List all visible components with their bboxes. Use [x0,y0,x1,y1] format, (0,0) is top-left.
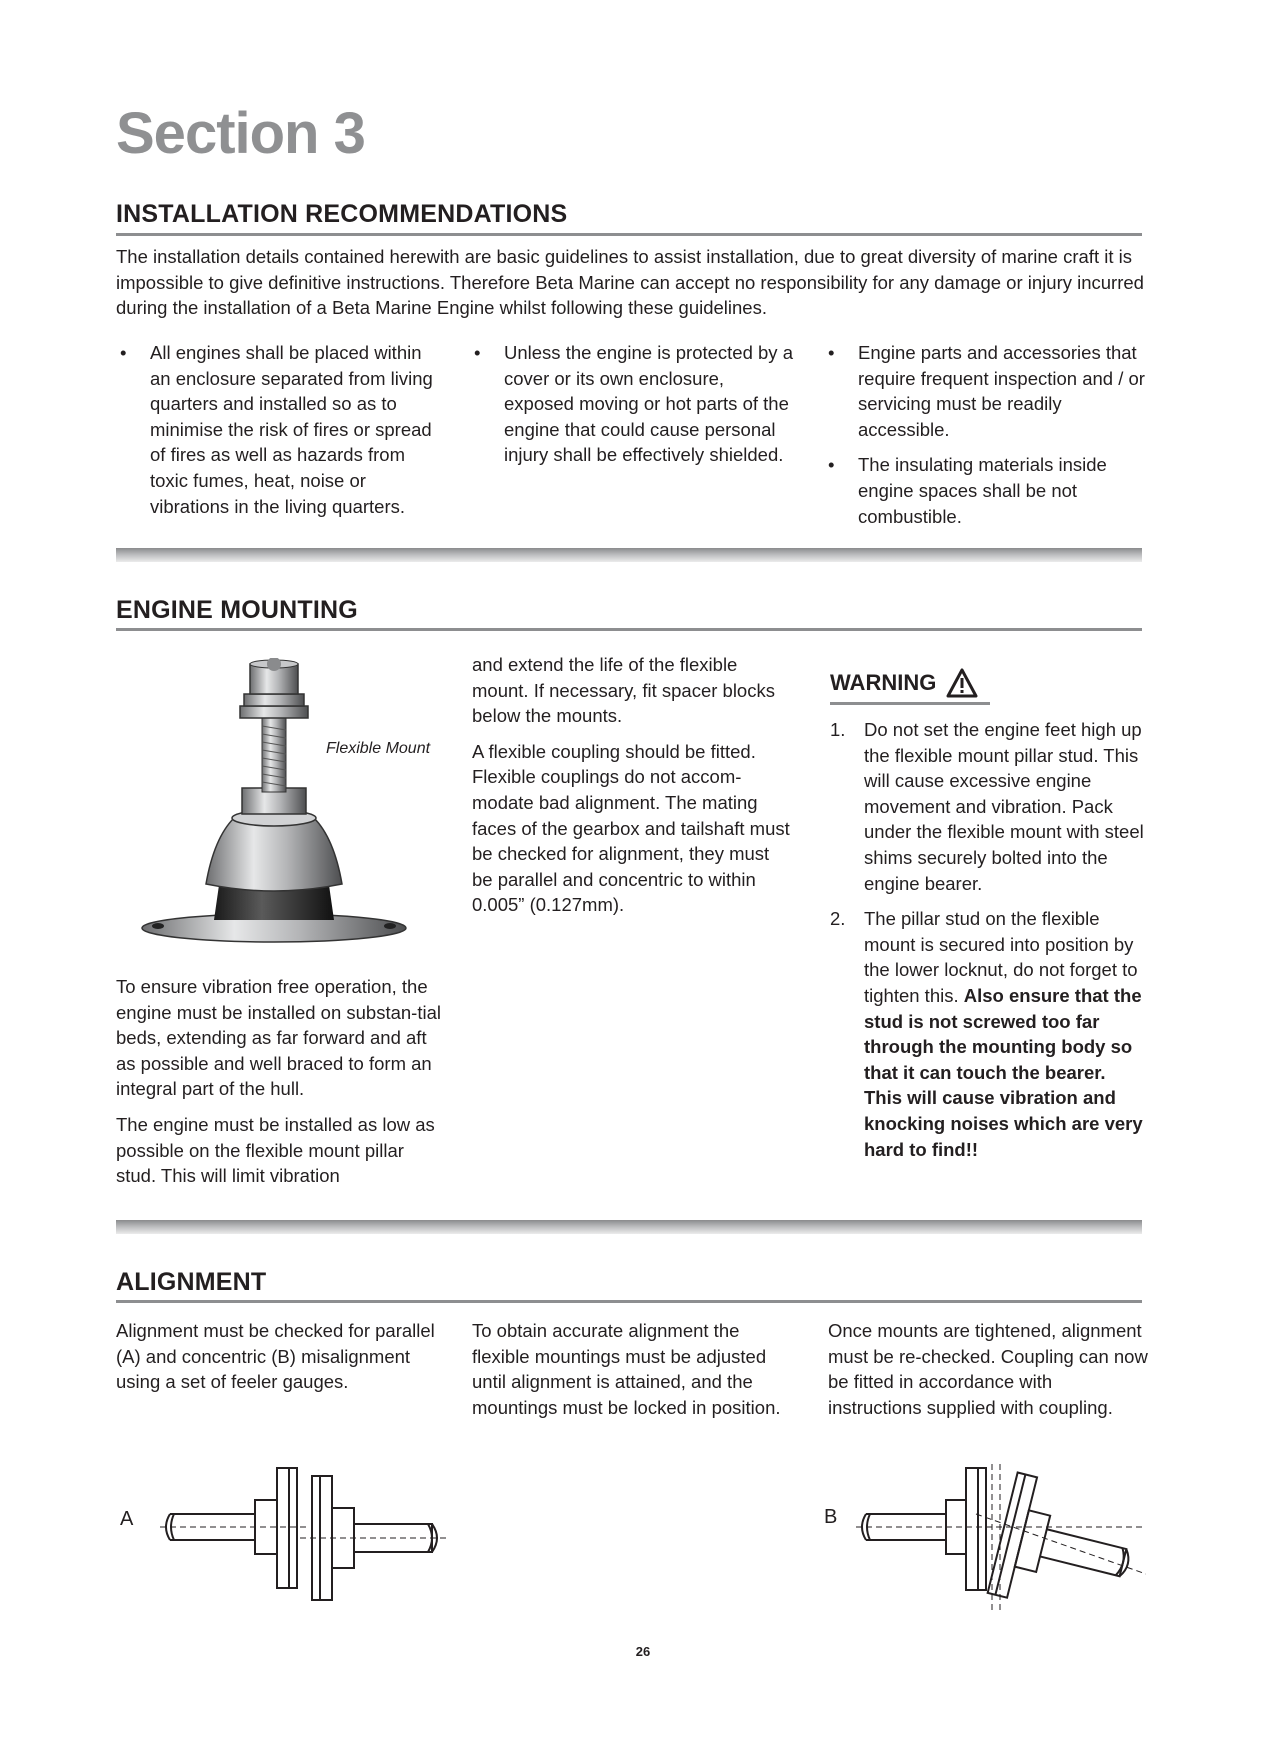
warning-item [830,906,1148,1162]
engine-mounting-col-1 [116,974,446,1199]
section-divider-1 [116,548,1142,562]
warning-item-number: 2. [830,908,846,930]
parallel-misalignment-diagram [160,1462,450,1602]
page-number: 26 [635,1644,651,1659]
alignment-heading: ALIGNMENT [116,1268,267,1296]
engine-mounting-col-2 [472,652,792,928]
paragraph: To ensure vibration free operation, the engine must be installed on substan-tial beds, extending as far forward and aft as possible and well braced to form an integral part of the hull. [116,976,441,1100]
diagram-a-label: A [120,1508,134,1530]
bullet-text: All engines shall be placed within an enclosure separated from living quarters and installed so as to minimise the risk of fires or spread of fires as well as hazards from toxic fumes, heat, noise or vibrations in the living quarters. [150,342,433,517]
concentric-misalignment-diagram [856,1462,1146,1612]
bullet-symbol: • [120,342,127,363]
bullet-text: Engine parts and accessories that require frequent inspection and / or servicing must be readily accessible. [858,342,1145,440]
warning-item [830,717,1148,896]
warning-item-emphasis: Also ensure that the stud is not screwed too far through the mounting body so that it can touch the bearer. This will cause vibration and knocking noises which are very hard to find!! [864,984,1143,1160]
warning-heading [830,668,990,705]
warning-box [830,668,1148,1172]
bullet-item [824,452,1150,529]
bullet-symbol: • [828,454,835,476]
warning-item-number: 1. [830,719,846,740]
page-title: Section 3 [116,101,365,166]
bullet-item [470,340,796,468]
warning-item-text: The pillar stud on the flexible mount is secured into position by the lower locknut, do not forget to tighten this. [864,908,1138,1006]
bullet-symbol: • [828,342,835,363]
flexible-mount-caption: Flexible Mount [326,740,431,757]
installation-col-2 [470,340,796,478]
paragraph: A flexible coupling should be fitted. Flexible couplings do not accom-modate bad alignment. The mating faces of the gearbox and tailshaft must be checked for alignment, they must be parallel and concentric to within 0.005” (0.127mm). [472,740,790,916]
installation-heading-rule [116,233,1142,236]
bullet-text: Unless the engine is protected by a cover or its own enclosure, exposed moving or hot parts of the engine that could cause personal injury shall be effectively shielded. [504,342,793,466]
bullet-item [116,340,438,519]
warning-title: WARNING [830,670,937,696]
engine-mounting-heading-rule [116,628,1142,631]
alignment-col-3: Once mounts are tightened, alignment must be re-checked. Coupling can now be fitted in accordance with instructions supplied with coupling. [828,1320,1148,1418]
alignment-col-1: Alignment must be checked for parallel (A) and concentric (B) misalignment using a set of feeler gauges. [116,1320,435,1393]
bullet-text: The insulating materials inside engine spaces shall be not combustible. [858,454,1107,527]
bullet-symbol: • [474,342,481,363]
installation-heading: INSTALLATION RECOMMENDATIONS [116,200,568,228]
warning-triangle-icon [946,668,978,698]
flexible-mount-illustration [138,658,408,958]
alignment-col-2: To obtain accurate alignment the flexible mountings must be adjusted until alignment is attained, and the mountings must be locked in position. [472,1320,781,1418]
alignment-heading-rule [116,1300,1142,1303]
bullet-item [824,340,1150,442]
section-divider-2 [116,1220,1142,1234]
diagram-b-label: B [824,1506,838,1528]
installation-col-3 [824,340,1150,539]
paragraph: and extend the life of the flexible mount. If necessary, fit spacer blocks below the mounts. [472,654,775,727]
paragraph: The engine must be installed as low as possible on the flexible mount pillar stud. This will limit vibration [116,1113,435,1187]
installation-intro: The installation details contained herewith are basic guidelines to assist installation, due to great diversity of marine craft it is impossible to give definitive instructions. Therefore Beta Marine can accept no responsibility for any damage or injury incurred during the installation of a Beta Marine Engine whilst following these guidelines. [116,246,1144,319]
installation-col-1 [116,340,438,529]
warning-item-text: Do not set the engine feet high up the flexible mount pillar stud. This will cause excessive engine movement and vibration. Pack under the flexible mount with steel shims securely bolted into the engine bearer. [864,719,1144,894]
engine-mounting-heading: ENGINE MOUNTING [116,596,358,624]
